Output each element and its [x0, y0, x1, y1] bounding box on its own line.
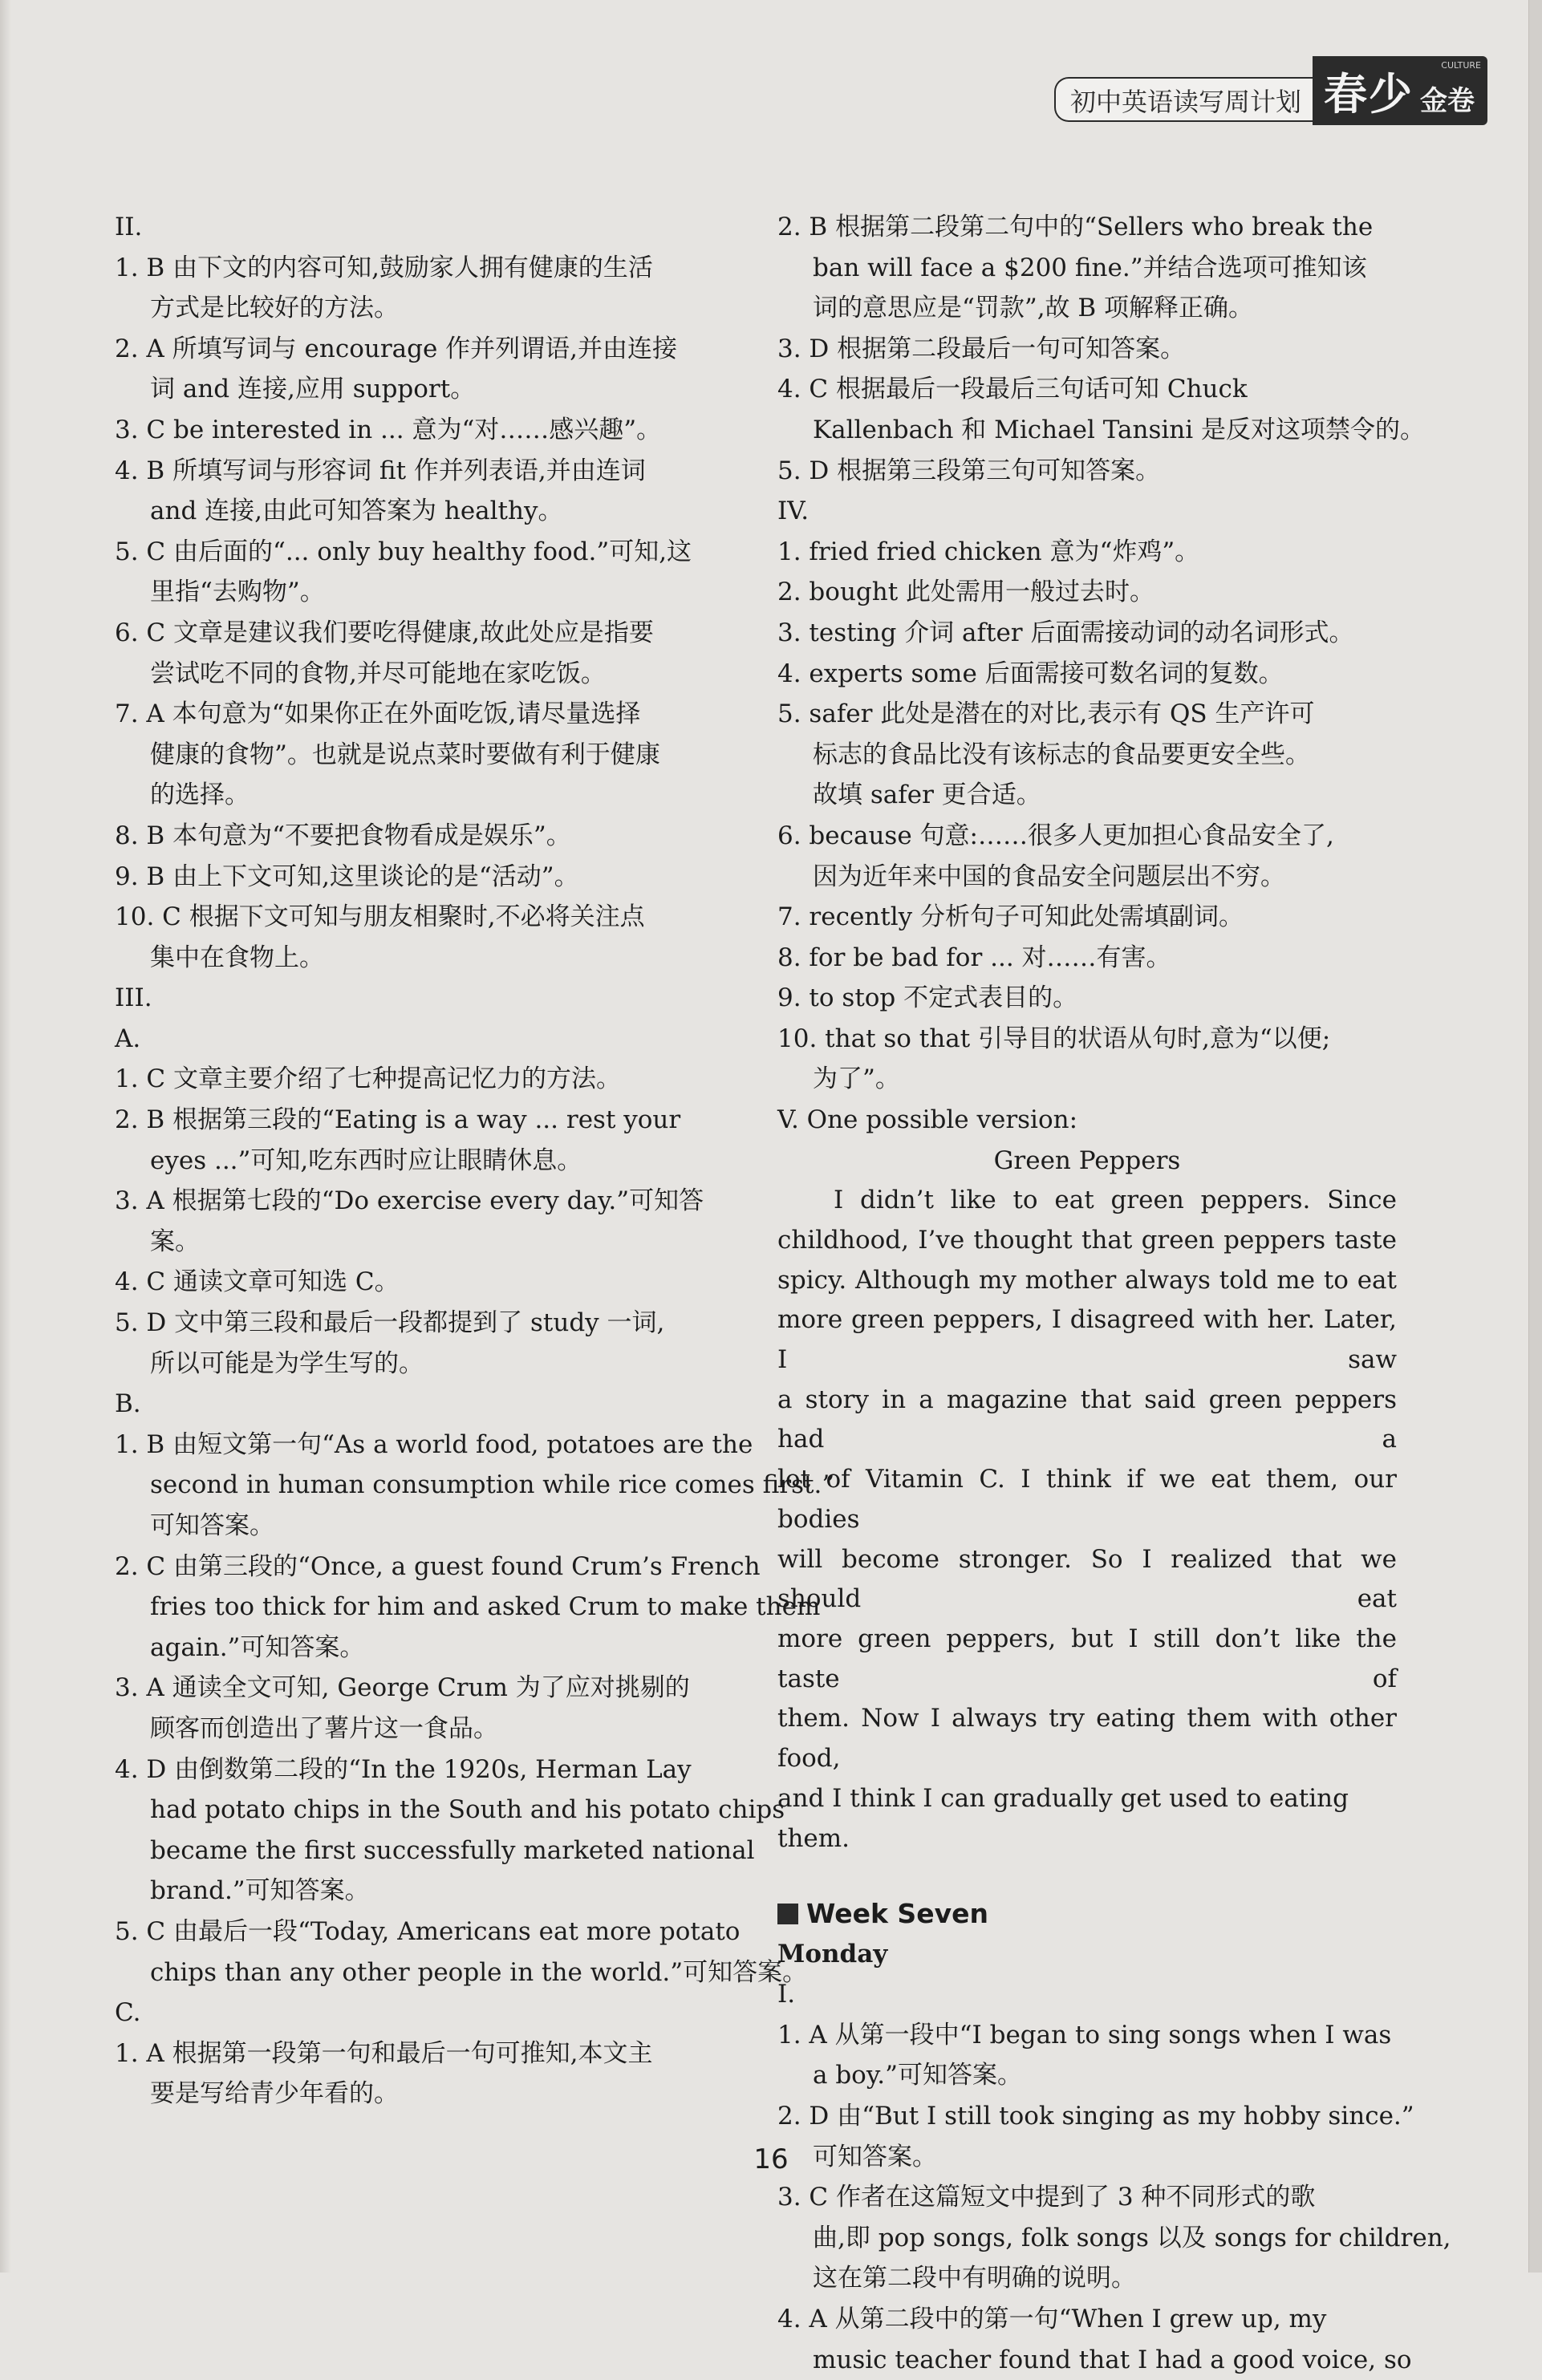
answer-line: 1. B 由短文第一句“As a world food, potatoes are the: [115, 1429, 753, 1459]
essay-line: a story in a magazine that said green peppers had a: [777, 1385, 1397, 1454]
answer-line: 1. B 由下文的内容可知,鼓励家人拥有健康的生活: [115, 253, 653, 282]
essay-line: more green peppers, but I still don’t like the taste of: [777, 1624, 1397, 1693]
week-heading: [777, 1894, 1397, 1934]
answer-line: 6. because 句意:……很多人更加担心食品安全了,: [777, 821, 1334, 850]
answer-line: music teacher found that I had a good voice, so: [813, 2345, 1412, 2374]
page-header: [1054, 56, 1487, 125]
answer-line: 曲,即 pop songs, folk songs 以及 songs for children,: [813, 2223, 1451, 2252]
answer-line: 5. C 由后面的“... only buy healthy food.”可知,这: [115, 537, 692, 566]
answer-line: fries too thick for him and asked Crum to make them: [150, 1592, 821, 1622]
essay-line: spicy. Although my mother always told me to eat: [777, 1265, 1397, 1295]
answer-line: 里指“去购物”。: [150, 578, 325, 607]
essay-line: more green peppers, I disagreed with her. Later, I saw: [777, 1305, 1397, 1375]
answer-line: again.”可知答案。: [150, 1632, 365, 1662]
answer-line: 10. that so that 引导目的状语从句时,意为“以便;: [777, 1024, 1331, 1053]
answer-line: 1. A 从第一段中“I began to sing songs when I was: [777, 2020, 1392, 2050]
answer-line: 4. experts some 后面需接可数名词的复数。: [777, 659, 1284, 688]
answer-line: 可知答案。: [150, 1511, 274, 1540]
answer-line: 健康的食物”。也就是说点菜时要做有利于健康: [150, 740, 660, 769]
answer-line: 顾客而创造出了薯片这一食品。: [150, 1713, 498, 1743]
answer-line: 可知答案。: [813, 2142, 937, 2171]
answer-line: 2. bought 此处需用一般过去时。: [777, 578, 1155, 607]
section-label: III.: [115, 983, 152, 1013]
answer-line: 9. to stop 不定式表目的。: [777, 983, 1078, 1013]
answer-line: 的选择。: [150, 780, 250, 810]
answer-line: 6. C 文章是建议我们要吃得健康,故此处应是指要: [115, 618, 654, 647]
page-left-shade: [0, 0, 11, 2273]
logo-main-text: 春少: [1324, 67, 1414, 120]
answer-line: 8. B 本句意为“不要把食物看成是娱乐”。: [115, 821, 571, 850]
answer-line: 3. C be interested in ... 意为“对……感兴趣”。: [115, 415, 662, 444]
answer-line: 5. safer 此处是潜在的对比,表示有 QS 生产许可: [777, 699, 1315, 729]
right-column: [777, 207, 1451, 2380]
answer-line: 5. D 根据第三段第三句可知答案。: [777, 456, 1161, 485]
answer-line: 案。: [150, 1226, 200, 1256]
answer-line: 5. C 由最后一段“Today, Americans eat more potato: [115, 1916, 741, 1946]
answer-line: chips than any other people in the world.”可知答案。: [150, 1957, 808, 1987]
answer-line: 因为近年来中国的食品安全问题层出不穷。: [813, 862, 1285, 891]
answer-line: eyes ...”可知,吃东西时应让眼睛休息。: [150, 1145, 582, 1175]
answer-line: 3. C 作者在这篇短文中提到了 3 种不同形式的歌: [777, 2183, 1316, 2212]
answer-line: 4. C 通读文章可知选 C。: [115, 1267, 400, 1297]
answer-line: a boy.”可知答案。: [813, 2061, 1022, 2090]
section-label: II.: [115, 213, 143, 241]
answer-line: 方式是比较好的方法。: [150, 294, 399, 323]
answer-line: second in human consumption while rice comes first.”: [150, 1470, 835, 1500]
section-label: V. One possible version:: [777, 1105, 1078, 1135]
answer-line: ban will face a $200 fine.”并结合选项可推知该: [813, 253, 1367, 282]
answer-line: 2. C 由第三段的“Once, a guest found Crum’s French: [115, 1551, 761, 1581]
answer-line: became the first successfully marketed national: [150, 1835, 755, 1865]
square-bullet-icon: [777, 1904, 798, 1924]
answer-line: 3. A 通读全文可知, George Crum 为了应对挑剔的: [115, 1673, 690, 1703]
answers-continued: [777, 207, 1425, 1181]
answer-line: 3. testing 介词 after 后面需接动词的动名词形式。: [777, 618, 1354, 647]
answer-line: 5. D 文中第三段和最后一段都提到了 study 一词,: [115, 1308, 665, 1338]
answer-line: 要是写给青少年看的。: [150, 2079, 399, 2109]
answer-line: 9. B 由上下文可知,这里谈论的是“活动”。: [115, 862, 579, 891]
answer-line: 标志的食品比没有该标志的食品要更安全些。: [813, 740, 1310, 769]
essay-line: them. Now I always try eating them with other food,: [777, 1704, 1397, 1774]
answer-line: 词 and 连接,应用 support。: [150, 375, 476, 404]
answer-line: 故填 safer 更合适。: [813, 780, 1041, 810]
answer-line: 4. D 由倒数第二段的“In the 1920s, Herman Lay: [115, 1754, 692, 1784]
answer-line: 4. C 根据最后一段最后三句话可知 Chuck: [777, 375, 1248, 404]
answer-line: 3. D 根据第二段最后一句可知答案。: [777, 334, 1186, 363]
answer-line: brand.”可知答案。: [150, 1876, 370, 1906]
essay-title: Green Peppers: [993, 1145, 1181, 1175]
section-label: C.: [115, 1998, 141, 2028]
answer-line: 词的意思应是“罚款”,故 B 项解释正确。: [813, 294, 1254, 323]
essay-green-peppers: [777, 1181, 1397, 1859]
answer-line: 1. C 文章主要介绍了七种提高记忆力的方法。: [115, 1064, 622, 1094]
answer-line: 2. D 由“But I still took singing as my hobby since.”: [777, 2101, 1414, 2131]
answer-line: 10. C 根据下文可知与朋友相聚时,不必将关注点: [115, 902, 645, 932]
answer-line: Kallenbach 和 Michael Tansini 是反对这项禁令的。: [813, 415, 1425, 444]
answer-line: 7. recently 分析句子可知此处需填副词。: [777, 902, 1244, 932]
essay-line: childhood, I’ve thought that green peppers taste: [777, 1225, 1397, 1255]
section-label: IV.: [777, 497, 810, 526]
essay-line: will become stronger. So I realized that we should eat: [777, 1544, 1397, 1614]
answer-line: 4. A 从第二段中的第一句“When I grew up, my: [777, 2304, 1327, 2333]
week-title: Week Seven: [806, 1898, 988, 1930]
answer-line: and 连接,由此可知答案为 healthy。: [150, 497, 563, 526]
answer-line: 2. B 根据第二段第二句中的“Sellers who break the: [777, 213, 1374, 241]
section-label: I.: [777, 1980, 796, 2009]
answer-line: 7. A 本句意为“如果你正在外面吃饭,请尽量选择: [115, 699, 641, 729]
answer-line: 所以可能是为学生写的。: [150, 1348, 424, 1378]
answer-line: 3. A 根据第七段的“Do exercise every day.”可知答: [115, 1186, 704, 1216]
answer-line: 尝试吃不同的食物,并尽可能地在家吃饭。: [150, 659, 606, 688]
page-number: 16: [753, 2143, 789, 2175]
section-label: B.: [115, 1389, 141, 1419]
essay-line: and I think I can gradually get used to eating them.: [777, 1783, 1349, 1853]
answer-line: had potato chips in the South and his potato chips: [150, 1795, 785, 1825]
page-right-edge: [1528, 0, 1542, 2273]
day-heading: Monday: [777, 1940, 888, 1969]
week-answers: [777, 2015, 1451, 2380]
essay-line: I didn’t like to eat green peppers. Since: [834, 1186, 1397, 1215]
section-label: A.: [115, 1024, 141, 1053]
logo-tag-text: CULTURE: [1441, 60, 1481, 71]
answer-line: 1. A 根据第一段第一句和最后一句可推知,本文主: [115, 2038, 653, 2068]
answer-line: 1. fried fried chicken 意为“炸鸡”。: [777, 537, 1200, 566]
brand-logo: [1313, 56, 1487, 125]
essay-line: lot of Vitamin C. I think if we eat them, our bodies: [777, 1465, 1397, 1534]
logo-sub-text: 金卷: [1420, 84, 1475, 117]
answer-line: 这在第二段中有明确的说明。: [813, 2264, 1136, 2293]
answer-line: 2. B 根据第三段的“Eating is a way ... rest your: [115, 1105, 681, 1135]
answer-line: 2. A 所填写词与 encourage 作并列谓语,并由连接: [115, 334, 678, 363]
answer-line: 4. B 所填写词与形容词 fit 作并列表语,并由连词: [115, 456, 646, 485]
answer-line: 8. for be bad for ... 对……有害。: [777, 943, 1171, 972]
header-title: 初中英语读写周计划: [1054, 77, 1313, 122]
answer-line: 集中在食物上。: [150, 943, 324, 972]
answer-line: 为了”。: [813, 1064, 900, 1094]
